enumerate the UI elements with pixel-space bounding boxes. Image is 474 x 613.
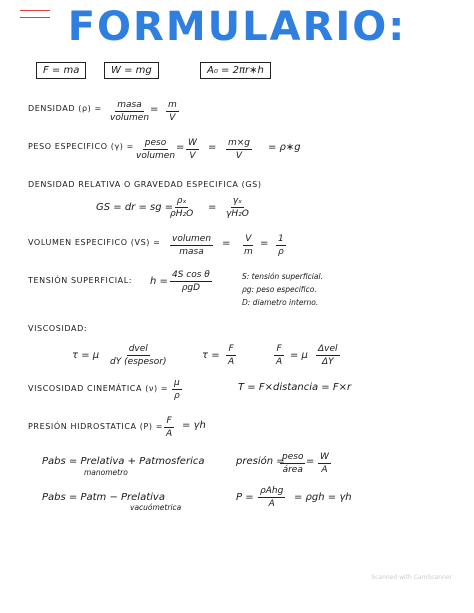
tension-lhs: h =	[150, 276, 168, 287]
denominator: dY (espesor)	[110, 357, 167, 367]
denominator: área	[282, 465, 303, 475]
densidad-fraction-2	[166, 100, 179, 123]
numerator: 4S cos θ	[172, 270, 210, 280]
tension-fraction	[170, 270, 212, 293]
gs-fraction	[168, 196, 195, 219]
numerator: ρₓ	[176, 196, 187, 206]
equals-mu: = μ	[290, 350, 308, 361]
gs-lhs: GS = dr = sg =	[96, 202, 174, 213]
numerator: Δvel	[318, 344, 338, 354]
denominator: ρH₂O	[170, 209, 194, 219]
equals: =	[208, 142, 217, 153]
rho-ahg-fraction	[258, 486, 285, 509]
denominator: ρgD	[181, 283, 201, 293]
area-box: A₀ = 2πr∗h	[200, 62, 271, 79]
equals-gamma-h: = γh	[182, 420, 206, 431]
denominator: m	[244, 247, 253, 257]
delta-fraction	[316, 344, 340, 367]
page-title: FORMULARIO:	[67, 4, 407, 50]
peso-especifico-label: PESO ESPECIFICO (γ) =	[28, 142, 134, 151]
volumen-especifico-label: VOLUMEN ESPECIFICO (VS) =	[28, 238, 161, 247]
numerator: F	[276, 344, 282, 354]
numerator: peso	[282, 452, 304, 462]
equals: =	[208, 202, 217, 213]
denominator: masa	[179, 247, 204, 257]
numerator: peso	[144, 138, 167, 148]
denominator: ρ	[278, 247, 284, 257]
cinematica-label: VISCOSIDAD CINEMÁTICA (ν) =	[28, 384, 169, 393]
presion-lhs: presión =	[236, 456, 285, 467]
densidad-relativa-label: DENSIDAD RELATIVA O GRAVEDAD ESPECIFICA (GS)	[28, 180, 262, 189]
numerator: F	[166, 416, 172, 426]
numerator: 1	[278, 234, 284, 244]
peso-fraction-2	[186, 138, 199, 161]
denominator: γH₂O	[226, 209, 249, 219]
viscosidad-fraction	[108, 344, 168, 367]
cinematica-fraction	[172, 378, 182, 401]
manometro-note: manometro	[84, 468, 128, 477]
numerator: W	[320, 452, 329, 462]
force-area-fraction	[274, 344, 284, 367]
w-a-fraction	[318, 452, 331, 475]
numerator: dvel	[128, 344, 148, 354]
denominator: volumen	[136, 151, 176, 161]
numerator: volumen	[172, 234, 212, 244]
viscosidad-label: VISCOSIDAD:	[28, 324, 88, 333]
equals: =	[306, 456, 315, 467]
denominator: A	[276, 357, 283, 367]
equals-rho-g: = ρ∗g	[268, 142, 301, 153]
equals: =	[260, 238, 269, 249]
numerator: V	[245, 234, 252, 244]
denominator: volumen	[110, 113, 150, 123]
denominator: A	[166, 429, 173, 439]
presion-fraction	[164, 416, 174, 439]
peso-fraction-3	[226, 138, 252, 161]
torque-formula: T = F×distancia = F×r	[238, 382, 352, 393]
newton-box: F = ma	[36, 62, 86, 79]
p-lhs: P =	[236, 492, 254, 503]
tension-note-d: D: diametro interno.	[242, 298, 319, 307]
numerator: ρAhg	[260, 486, 284, 496]
denominator: V	[189, 151, 196, 161]
tau-lhs: τ =	[202, 350, 220, 361]
numerator: F	[228, 344, 234, 354]
pabs-vacuometrica: Pabs = Patm − Prelativa	[42, 492, 165, 503]
densidad-fraction	[108, 100, 151, 123]
numerator: m	[168, 100, 177, 110]
tension-note-rho-g: ρg: peso especifico.	[242, 285, 317, 294]
tau-fraction	[226, 344, 236, 367]
equals: =	[150, 104, 159, 115]
tension-label: TENSIÓN SUPERFICIAL:	[28, 276, 133, 285]
numerator: m×g	[228, 138, 251, 148]
densidad-label: DENSIDAD (ρ) =	[28, 104, 102, 113]
denominator: A	[228, 357, 235, 367]
peso-area-fraction	[280, 452, 305, 475]
gs-fraction-2	[224, 196, 251, 219]
numerator: W	[188, 138, 197, 148]
tension-note-s: S: tensión superficial.	[242, 272, 323, 281]
numerator: masa	[117, 100, 142, 110]
presion-label: PRESIÓN HIDROSTATICA (P) =	[28, 422, 164, 431]
vacuometrica-note: vacuómetrica	[130, 503, 182, 512]
ve-fraction-3	[276, 234, 286, 257]
denominator: V	[169, 113, 176, 123]
pabs-relativa: Pabs = Prelativa + Patmosferica	[42, 456, 205, 467]
watermark-text: Scanned with CamScanner	[371, 574, 452, 581]
equals: =	[222, 238, 231, 249]
viscosidad-lhs: τ = μ	[72, 350, 100, 361]
denominator: A	[321, 465, 328, 475]
denominator: A	[268, 499, 275, 509]
numerator: μ	[174, 378, 180, 388]
denominator: V	[235, 151, 243, 161]
ve-fraction-2	[242, 234, 255, 257]
denominator: ΔY	[321, 357, 334, 367]
equals: =	[176, 142, 185, 153]
equals-rho-g-h: = ρgh = γh	[294, 492, 352, 503]
denominator: ρ	[174, 391, 180, 401]
weight-box: W = mg	[104, 62, 159, 79]
ve-fraction	[170, 234, 213, 257]
numerator: γₓ	[232, 196, 243, 206]
peso-fraction	[134, 138, 177, 161]
